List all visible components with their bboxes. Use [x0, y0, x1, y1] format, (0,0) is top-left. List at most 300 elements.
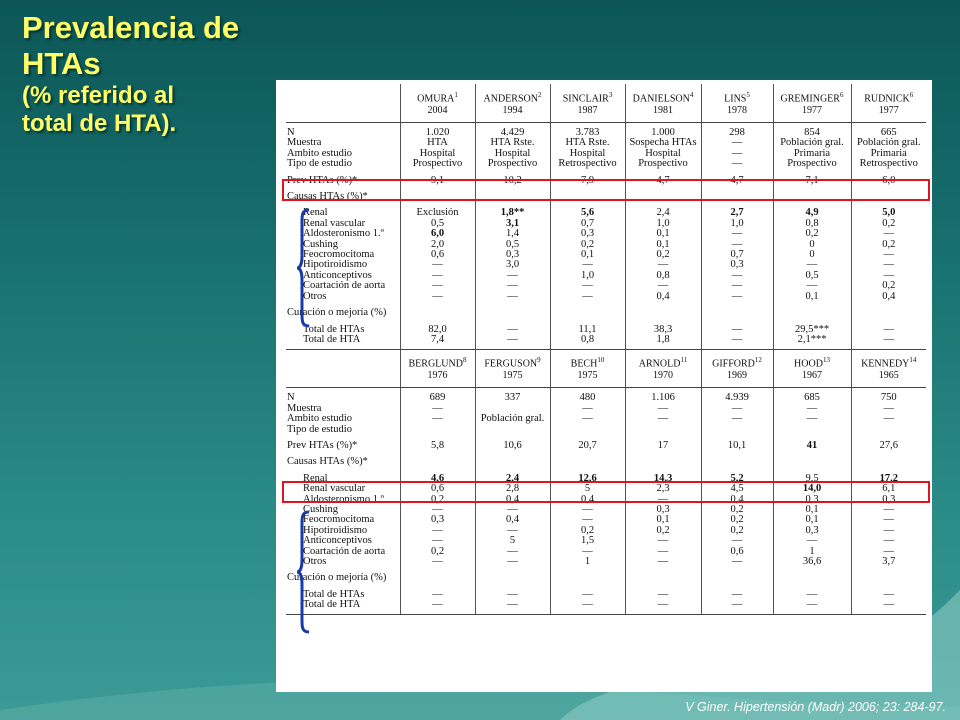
- table-row: [286, 229, 926, 239]
- study-header: [701, 84, 773, 122]
- table-row: [286, 536, 926, 546]
- table-cell: Primaria: [773, 149, 851, 159]
- table-cell: 2,0: [400, 240, 475, 250]
- table-cell: Retrospectivo: [859, 159, 918, 170]
- table-cell: 41: [773, 441, 851, 451]
- spacer-cell: [851, 611, 926, 615]
- row-label: Feocromocitoma: [286, 515, 400, 525]
- table-cell: 5,6: [550, 208, 625, 218]
- row-label: Muestra: [286, 138, 400, 148]
- table-cell: 0,1: [550, 250, 625, 260]
- study-header: [550, 349, 625, 387]
- table-cell: —: [701, 240, 773, 250]
- table-cell: 0,5: [475, 240, 550, 250]
- table-row: [286, 557, 926, 567]
- table-cell: —: [883, 324, 894, 335]
- table-cell: 6,1: [882, 484, 896, 495]
- table-cell: 1,0: [550, 271, 625, 281]
- table-cell: Hospital: [625, 149, 701, 159]
- table-cell: 14,3: [625, 474, 701, 484]
- study-ref: 11: [680, 356, 688, 365]
- study-ref: 6: [839, 90, 844, 99]
- row-label: Total de HTAs: [286, 325, 400, 335]
- empty-cell: [400, 457, 475, 467]
- row-label: Tipo de estudio: [286, 159, 400, 169]
- table-cell: 5: [550, 484, 625, 494]
- table-cell: 337: [475, 393, 550, 403]
- header-corner: [286, 84, 400, 122]
- table-cell: 2,7: [701, 208, 773, 218]
- table-cell: 4,6: [400, 474, 475, 484]
- study-header-row: [286, 84, 926, 122]
- table-cell: 0,1: [625, 240, 701, 250]
- table-cell: 0,2: [550, 526, 625, 536]
- table-cell: —: [625, 536, 701, 546]
- table-cell: —: [883, 414, 894, 425]
- table-cell: —: [550, 590, 625, 600]
- table-cell: —: [883, 515, 894, 526]
- table-cell: —: [475, 505, 550, 515]
- row-label: Otros: [286, 292, 400, 302]
- table-cell: 36,6: [773, 557, 851, 567]
- table-cell: —: [625, 260, 701, 270]
- table-cell: 10,2: [475, 176, 550, 186]
- table-cell: Prospectivo: [400, 159, 475, 169]
- row-label: Otros: [286, 557, 400, 567]
- table-cell: —: [883, 270, 894, 281]
- slide-title: Prevalencia de HTAs: [22, 10, 240, 81]
- study-year: 1987: [577, 104, 598, 116]
- study-year: 1976: [427, 370, 448, 382]
- table-cell: Prospectivo: [773, 159, 851, 169]
- row-label: Renal vascular: [286, 219, 400, 229]
- table-cell: 0,4: [550, 495, 625, 505]
- empty-cell: [773, 573, 851, 583]
- table-cell: Exclusión: [400, 208, 475, 218]
- table-cell: 0,1: [773, 515, 851, 525]
- table-cell: 2,4: [625, 208, 701, 218]
- study-header: [400, 349, 475, 387]
- table-cell: 0,2: [882, 281, 896, 292]
- empty-cell: [625, 308, 701, 318]
- row-label: N: [286, 128, 400, 138]
- table-cell: 17: [625, 441, 701, 451]
- table-cell: —: [550, 505, 625, 515]
- table-cell: —: [883, 589, 894, 600]
- table-cell: —: [400, 271, 475, 281]
- table-cell: 854: [773, 128, 851, 138]
- table-cell: —: [883, 600, 894, 611]
- table-cell: 0,4: [625, 292, 701, 302]
- table-cell: 0,2: [882, 218, 896, 229]
- table-row: [286, 159, 926, 169]
- header-corner: [286, 349, 400, 387]
- empty-cell: [851, 308, 926, 318]
- table-cell: 0,8: [625, 271, 701, 281]
- table-cell: —: [773, 281, 851, 291]
- empty-cell: [625, 573, 701, 583]
- table-cell: —: [400, 292, 475, 302]
- table-cell: —: [475, 600, 550, 610]
- prev-highlight-2: [282, 481, 930, 503]
- table-cell: 14,0: [773, 484, 851, 494]
- table-cell: 0,3: [701, 260, 773, 270]
- table-cell: —: [475, 281, 550, 291]
- table-cell: —: [773, 260, 851, 270]
- table-cell: —: [475, 526, 550, 536]
- study-header: [475, 84, 550, 122]
- table-row: [286, 414, 926, 424]
- table-cell: —: [701, 335, 773, 345]
- table-cell: 0: [773, 250, 851, 260]
- table-cell: 0,3: [882, 494, 896, 505]
- table-cell: —: [550, 292, 625, 302]
- table-cell: —: [550, 600, 625, 610]
- table-row: [286, 281, 926, 291]
- table-cell: —: [400, 590, 475, 600]
- table-cell: 0,2: [625, 250, 701, 260]
- empty-cell: [773, 457, 851, 467]
- row-label: Hipotiroidismo: [286, 526, 400, 536]
- table-cell: 4.939: [701, 393, 773, 403]
- study-header: [400, 84, 475, 122]
- table-cell: Retrospectivo: [550, 159, 625, 169]
- table-cell: HTA: [400, 138, 475, 148]
- row-label: Renal: [286, 208, 400, 218]
- table-cell: 298: [701, 128, 773, 138]
- empty-cell: [701, 308, 773, 318]
- table-cell: 0,8: [550, 335, 625, 345]
- table-cell: 4,9: [773, 208, 851, 218]
- table-cell: 0,2: [882, 239, 896, 250]
- table-cell: 82,0: [400, 325, 475, 335]
- table-cell: —: [625, 414, 701, 424]
- table-cell: —: [701, 292, 773, 302]
- study-year: 1967: [802, 370, 822, 382]
- table-cell: 1,4: [475, 229, 550, 239]
- table-cell: —: [400, 260, 475, 270]
- table-row: [286, 393, 926, 403]
- study-ref: 13: [822, 356, 830, 365]
- table-cell: —: [475, 271, 550, 281]
- row-label: Coartación de aorta: [286, 281, 400, 291]
- row-label: Prev HTAs (%)*: [286, 441, 400, 451]
- study-name: ANDERSON: [483, 92, 538, 104]
- study-ref: 8: [462, 356, 467, 365]
- table-row: [286, 149, 926, 159]
- table-cell: 1,8**: [475, 208, 550, 218]
- table-cell: Prospectivo: [475, 159, 550, 169]
- table-cell: —: [400, 557, 475, 567]
- table-cell: 20,7: [550, 441, 625, 451]
- spacer-row: [286, 611, 926, 615]
- table-cell: 3,0: [475, 260, 550, 270]
- table-row: [286, 250, 926, 260]
- study-header-row: [286, 349, 926, 387]
- table-row: [286, 240, 926, 250]
- table-row: [286, 505, 926, 515]
- table-row: [286, 590, 926, 600]
- table-cell: Hospital: [400, 149, 475, 159]
- table-cell: 38,3: [625, 325, 701, 335]
- empty-cell: [400, 573, 475, 583]
- table-cell: 1.020: [400, 128, 475, 138]
- section-label-row: [286, 457, 926, 467]
- table-cell: Sospecha HTAs: [625, 138, 701, 148]
- empty-cell: [701, 457, 773, 467]
- table-cell: 0,3: [550, 229, 625, 239]
- table-cell: 0,3: [773, 495, 851, 505]
- table-cell: —: [701, 271, 773, 281]
- row-label: Ámbito estudio: [286, 149, 400, 159]
- study-name: BECH: [570, 358, 598, 370]
- table-cell: —: [475, 335, 550, 345]
- table-cell: —: [475, 557, 550, 567]
- table-cell: 1: [773, 547, 851, 557]
- table-cell: —: [475, 590, 550, 600]
- table-cell: —: [625, 495, 701, 505]
- study-ref: 4: [689, 90, 694, 99]
- table-cell: 4,7: [625, 176, 701, 186]
- table-cell: —: [625, 547, 701, 557]
- study-name: GIFFORD: [712, 358, 755, 370]
- table-cell: 480: [550, 393, 625, 403]
- table-cell: 0,4: [475, 495, 550, 505]
- table-cell: 1,0: [625, 219, 701, 229]
- table-cell: [475, 404, 550, 414]
- table-cell: Primaria: [870, 148, 907, 159]
- table-cell: —: [625, 590, 701, 600]
- table-cell: —: [701, 325, 773, 335]
- study-year: 1975: [502, 370, 523, 382]
- row-label: Prev HTAs (%)*: [286, 176, 400, 186]
- prevalence-table: [286, 84, 926, 615]
- empty-cell: [550, 308, 625, 318]
- table-cell: 27,6: [879, 440, 898, 451]
- table-cell: —: [883, 403, 894, 414]
- spacer-cell: [701, 611, 773, 615]
- row-label: N: [286, 393, 400, 403]
- table-cell: —: [400, 526, 475, 536]
- table-cell: 5,2: [701, 474, 773, 484]
- table-cell: Población gral.: [773, 138, 851, 148]
- table-cell: [773, 425, 851, 435]
- study-name: BERGLUND: [408, 358, 463, 370]
- table-cell: [851, 425, 926, 435]
- row-label: Aldosteronismo 1.º: [286, 229, 400, 239]
- study-year: 1977: [802, 104, 822, 116]
- table-cell: [475, 425, 550, 435]
- study-header: [773, 84, 851, 122]
- table-row: [286, 547, 926, 557]
- causes-brace-2: [296, 510, 311, 634]
- table-cell: 7,4: [400, 335, 475, 345]
- table-cell: —: [773, 590, 851, 600]
- empty-cell: [773, 308, 851, 318]
- table-cell: 0,5: [400, 219, 475, 229]
- study-ref: 3: [608, 90, 613, 99]
- table-cell: Población gral.: [475, 414, 550, 424]
- table-cell: —: [701, 159, 773, 169]
- table-cell: —: [550, 281, 625, 291]
- table-cell: 5: [475, 536, 550, 546]
- table-cell: 0,6: [400, 250, 475, 260]
- table-cell: 0,2: [400, 547, 475, 557]
- section-label: Curación o mejoría (%): [286, 308, 400, 318]
- table-cell: 5,0: [882, 208, 896, 219]
- table-cell: 6,0: [882, 175, 896, 186]
- table-cell: 1,8: [625, 335, 701, 345]
- section-label: Causas HTAs (%)*: [286, 457, 400, 467]
- table-row: [286, 441, 926, 451]
- empty-cell: [625, 457, 701, 467]
- study-name: LINS: [724, 92, 747, 104]
- table-cell: —: [625, 404, 701, 414]
- table-cell: —: [701, 536, 773, 546]
- table-cell: 0,1: [773, 292, 851, 302]
- table-cell: 0,2: [400, 495, 475, 505]
- table-cell: 7,9: [550, 176, 625, 186]
- table-cell: 1,0: [701, 219, 773, 229]
- study-name: GREMINGER: [780, 92, 840, 104]
- table-cell: —: [773, 536, 851, 546]
- citation: V Giner. Hipertensión (Madr) 2006; 23: 284-97.: [685, 700, 946, 714]
- table-cell: 2,8: [475, 484, 550, 494]
- table-cell: —: [701, 404, 773, 414]
- table-row: [286, 600, 926, 610]
- table-cell: —: [701, 149, 773, 159]
- table-cell: HTA Rste.: [550, 138, 625, 148]
- row-label: Renal: [286, 474, 400, 484]
- table-cell: —: [625, 600, 701, 610]
- slide-subtitle-line2: total de HTA).: [22, 110, 177, 137]
- study-ref: 10: [597, 356, 605, 365]
- table-cell: 0,3: [773, 526, 851, 536]
- document-scan: [276, 80, 932, 692]
- prev-highlight-1: [282, 179, 930, 201]
- empty-cell: [475, 308, 550, 318]
- study-name: SINCLAIR: [562, 92, 609, 104]
- section-label: Curación o mejoría (%): [286, 573, 400, 583]
- study-ref: 6: [909, 90, 914, 99]
- table-cell: 0,3: [400, 515, 475, 525]
- study-header: [625, 349, 701, 387]
- empty-cell: [475, 573, 550, 583]
- study-header: [550, 84, 625, 122]
- table-cell: —: [550, 404, 625, 414]
- row-label: Total de HTA: [286, 600, 400, 610]
- causes-brace-1: [296, 208, 311, 328]
- study-year: 1978: [727, 104, 747, 116]
- table-cell: 17,2: [879, 473, 898, 484]
- table-cell: —: [400, 600, 475, 610]
- study-ref: 5: [746, 90, 750, 99]
- spacer-cell: [475, 611, 550, 615]
- table-cell: [550, 425, 625, 435]
- study-ref: 2: [537, 90, 542, 99]
- row-label: Feocromocitoma: [286, 250, 400, 260]
- row-label: Coartación de aorta: [286, 547, 400, 557]
- table-cell: —: [701, 600, 773, 610]
- table-cell: —: [625, 557, 701, 567]
- table-row: [286, 425, 926, 435]
- table-cell: 11,1: [550, 325, 625, 335]
- table-row: [286, 260, 926, 270]
- table-cell: 0,4: [475, 515, 550, 525]
- table-row: [286, 138, 926, 148]
- table-cell: 1,5: [550, 536, 625, 546]
- table-cell: Hospital: [550, 149, 625, 159]
- table-cell: —: [701, 557, 773, 567]
- table-cell: [701, 425, 773, 435]
- table-cell: —: [701, 281, 773, 291]
- table-cell: —: [550, 547, 625, 557]
- study-name: FERGUSON: [484, 358, 538, 370]
- study-header: [851, 349, 926, 387]
- table-cell: 0,8: [773, 219, 851, 229]
- section-label-row: [286, 308, 926, 318]
- empty-cell: [851, 573, 926, 583]
- slide-title-block: [22, 10, 282, 138]
- table-cell: 0,1: [625, 515, 701, 525]
- empty-cell: [851, 457, 926, 467]
- table-cell: 2,1***: [773, 335, 851, 345]
- study-year: 1969: [727, 370, 747, 382]
- study-ref: 14: [909, 356, 917, 365]
- table-cell: 4,7: [701, 176, 773, 186]
- study-name: DANIELSON: [632, 92, 690, 104]
- table-row: [286, 128, 926, 138]
- table-cell: HTA Rste.: [475, 138, 550, 148]
- table-cell: Población gral.: [856, 138, 921, 149]
- row-label: Cushing: [286, 240, 400, 250]
- row-label: Anticonceptivos: [286, 536, 400, 546]
- table-cell: 9,5: [773, 474, 851, 484]
- table-cell: —: [883, 536, 894, 547]
- table-cell: —: [773, 404, 851, 414]
- study-ref: 12: [754, 356, 762, 365]
- study-year: 1965: [878, 370, 899, 382]
- table-cell: —: [625, 281, 701, 291]
- table-cell: —: [701, 414, 773, 424]
- table-cell: —: [701, 138, 773, 148]
- slide-subtitle-line1: (% referido al: [22, 82, 175, 109]
- table-cell: 10,1: [701, 441, 773, 451]
- table-cell: 0,5: [773, 271, 851, 281]
- spacer-cell: [625, 611, 701, 615]
- table-row: [286, 515, 926, 525]
- table-cell: 1: [550, 557, 625, 567]
- table-cell: Prospectivo: [625, 159, 701, 169]
- row-label: Total de HTA: [286, 335, 400, 345]
- study-name: KENNEDY: [861, 358, 910, 370]
- table-cell: 1.000: [625, 128, 701, 138]
- table-cell: 689: [400, 393, 475, 403]
- table-cell: [400, 425, 475, 435]
- study-header: [701, 349, 773, 387]
- study-name: ARNOLD: [638, 358, 681, 370]
- table-row: [286, 208, 926, 218]
- table-cell: —: [883, 260, 894, 271]
- study-name: HOOD: [794, 358, 823, 370]
- table-row: [286, 219, 926, 229]
- table-cell: —: [883, 546, 894, 557]
- table-cell: 750: [880, 393, 897, 404]
- table-cell: [625, 425, 701, 435]
- study-name: OMURA: [417, 92, 455, 104]
- table-cell: 4,5: [701, 484, 773, 494]
- table-cell: 2,4: [475, 474, 550, 484]
